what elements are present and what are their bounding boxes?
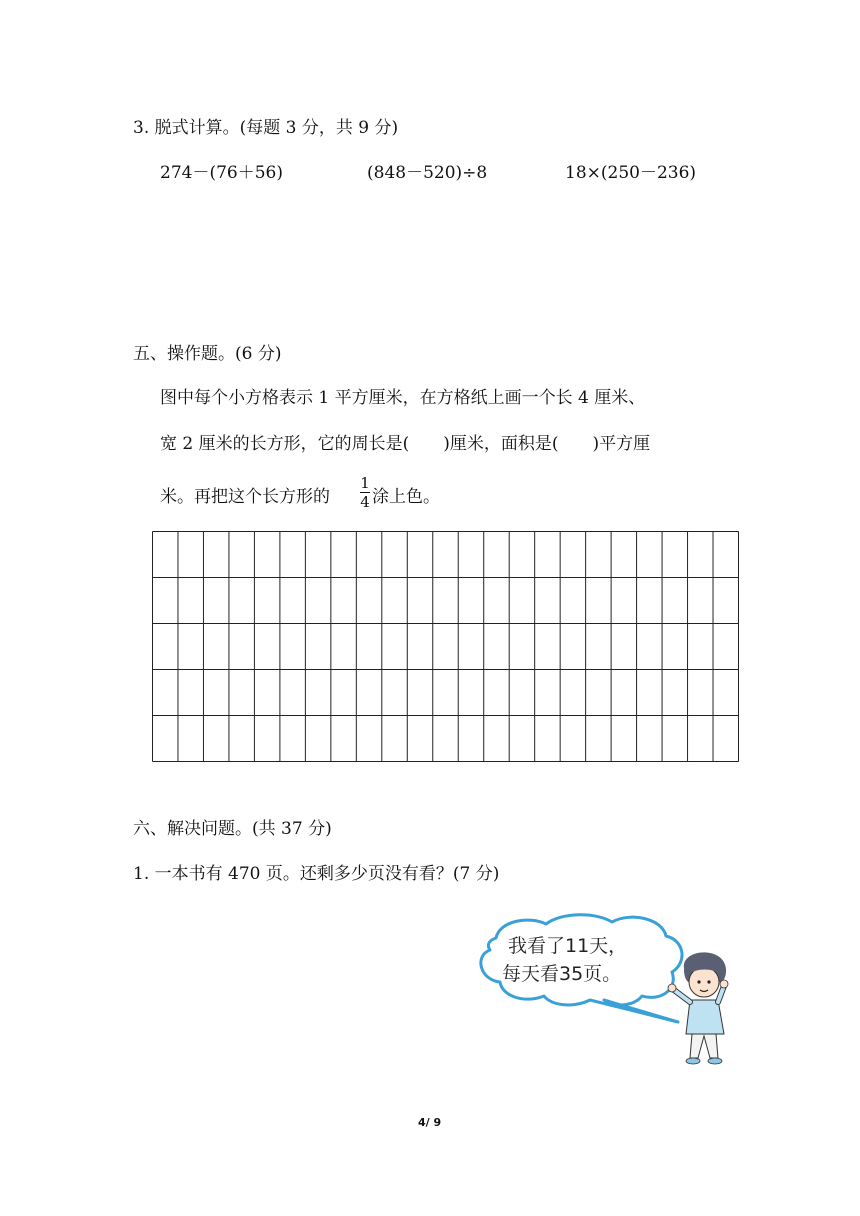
bubble-line-2: 每天看35页。: [502, 963, 622, 985]
section5-title: 五、操作题。(6 分): [133, 344, 282, 364]
section6-title: 六、解决问题。(共 37 分): [133, 819, 332, 839]
fraction-one-quarter: [360, 475, 370, 510]
boy-speech-illustration: [466, 910, 736, 1070]
q3-title: 3. 脱式计算。(每题 3 分，共 9 分): [133, 118, 399, 138]
section6-q1: 1. 一本书有 470 页。还剩多少页没有看？(7 分): [133, 864, 500, 884]
section5-line3-pre: 米。再把这个长方形的: [160, 487, 330, 507]
q3-expr-3: 18×(250－236): [565, 163, 697, 183]
bubble-line-1: 我看了11天，: [508, 935, 628, 957]
square-grid[interactable]: [152, 531, 739, 763]
fraction-numerator: 1: [360, 474, 370, 492]
q3-expr-2: (848－520)÷8: [367, 163, 488, 183]
section5-line3-post: 涂上色。: [372, 487, 440, 507]
fraction-denominator: 4: [360, 493, 370, 511]
page-number: 4/ 9: [418, 1116, 442, 1129]
q3-expr-1: 274－(76＋56): [160, 163, 283, 183]
section5-line2: 宽 2 厘米的长方形，它的周长是( )厘米，面积是( )平方厘: [160, 434, 651, 454]
section5-line1: 图中每个小方格表示 1 平方厘米，在方格纸上画一个长 4 厘米、: [160, 388, 646, 408]
